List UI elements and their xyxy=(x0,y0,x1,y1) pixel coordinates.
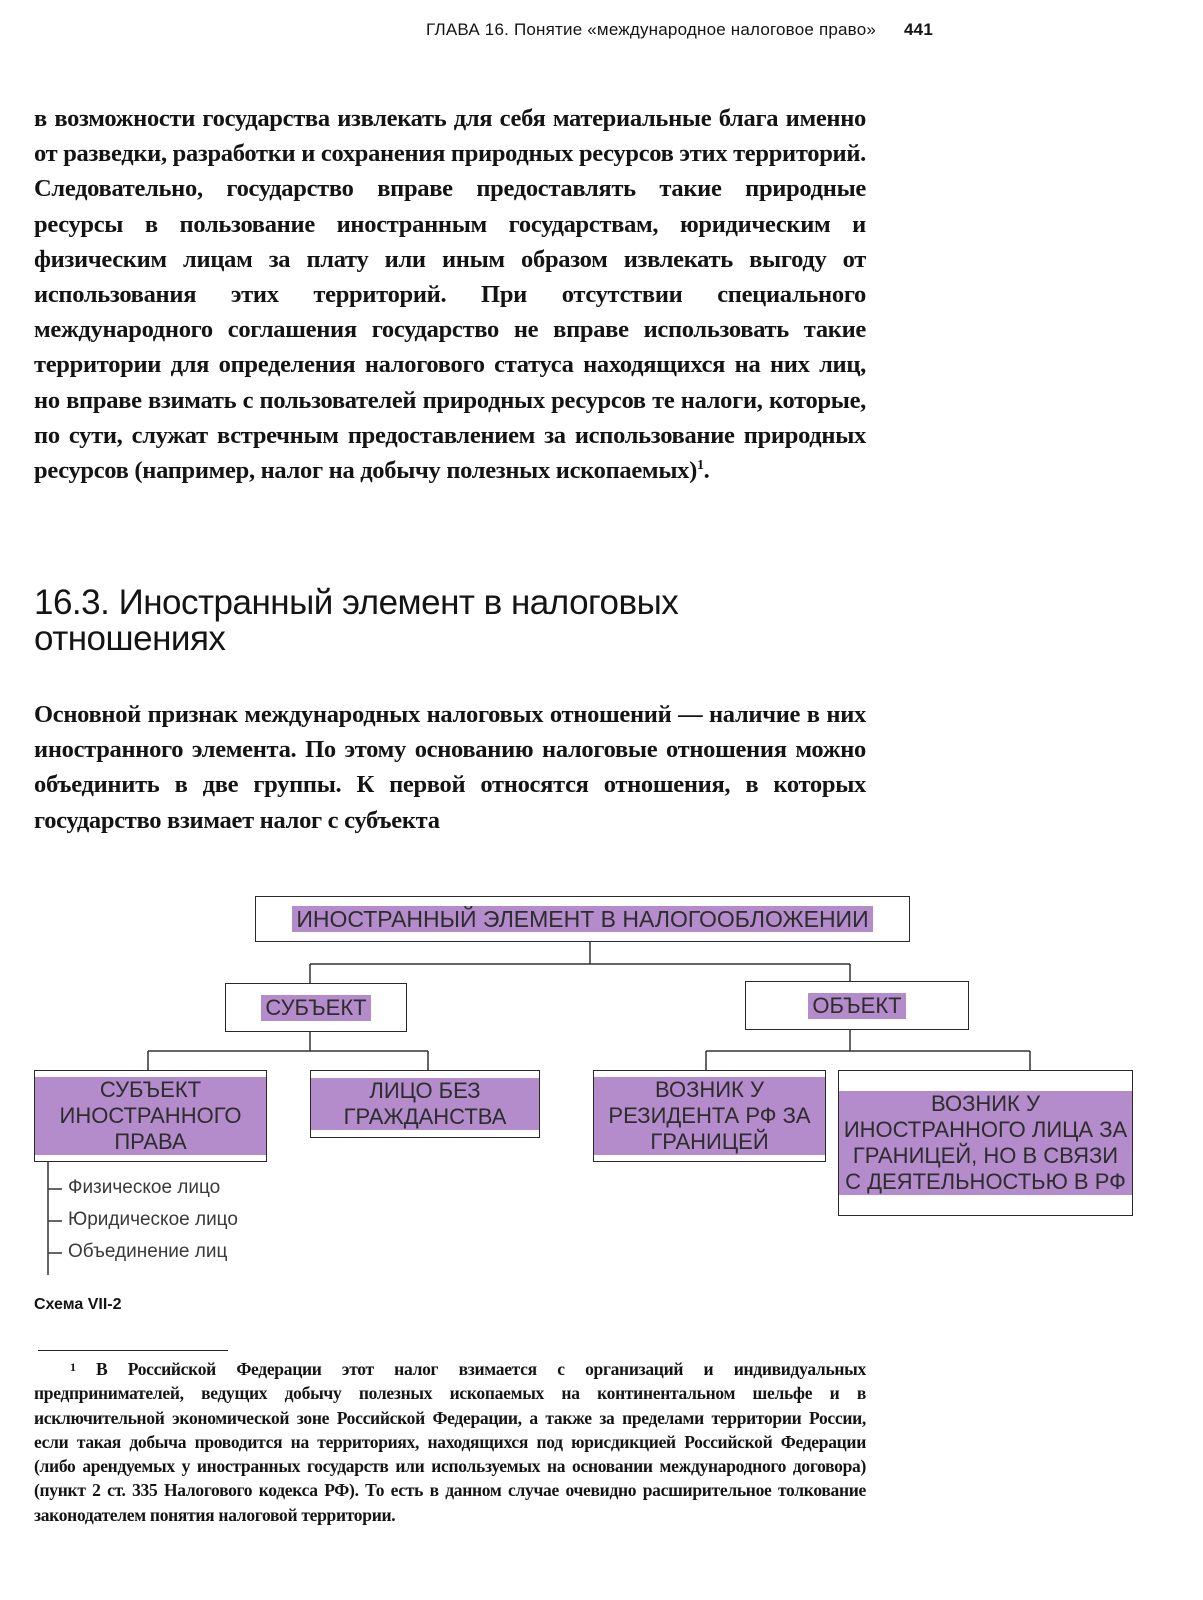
list-item-individual: Физическое лицо xyxy=(68,1177,221,1198)
node-resident-abroad: ВОЗНИК У РЕЗИДЕНТА РФ ЗА ГРАНИЦЕЙ xyxy=(593,1070,826,1162)
paragraph-1-text: в возможности государства извлекать для себя материальные блага именно от разведки, разработки и сохранения природных ресурсов этих территорий. Следовательно, государство вправе предоставлять такие природные ресурсы в пользование иностранным государствам, юридическим и физическим лицам за плату или иным образом извлекать выгоду от использования этих территорий. При отсутствии специального международного соглашения государство не вправе использовать такие территории для определения налогового статуса находящихся на них лиц, но вправе взимать с пользователей природных ресурсов те налоги, которые, по сути, служат встречным предоставлением за использование природных ресурсов (например, налог на добычу полезных ископаемых) xyxy=(34,105,866,485)
list-item-legal-entity: Юридическое лицо xyxy=(68,1209,238,1230)
node-foreign-law-subject: СУБЪЕКТ ИНОСТРАННОГО ПРАВА xyxy=(34,1070,267,1162)
tax-foreign-element-diagram xyxy=(0,880,1203,1300)
footnote xyxy=(34,1357,866,1527)
section-title: 16.3. Иностранный элемент в налоговых отношениях xyxy=(34,583,679,658)
node-root: ИНОСТРАННЫЙ ЭЛЕМЕНТ В НАЛОГООБЛОЖЕНИИ xyxy=(255,896,910,942)
footnote-divider xyxy=(38,1350,228,1351)
paragraph-1: в возможности государства извлекать для себя материальные блага именно от разведки, разработки и сохранения природных ресурсов этих территорий. Следовательно, государство вправе предоставлять такие природные ресурсы в пользование иностранным государствам, юридическим и физическим лицам за плату или иным образом извлекать выгоду от использования этих территорий. При отсутствии специального международного соглашения государство не вправе использовать такие территории для определения налогового статуса находящихся на них лиц, но вправе взимать с пользователей природных ресурсов те налоги, которые, по сути, служат встречным предоставлением за использование природных ресурсов (например, налог на добычу полезных ископаемых)$^1$. xyxy=(34,105,866,485)
footnote-text: В Российской Федерации этот налог взимается с организаций и индивидуальных предпринимателей, ведущих добычу полезных ископаемых на континентальном шельфе и в исключительной экономической зоне Российской Федерации, а также за пределами территории России, если такая добыча проводится на территориях, находящихся под юрисдикцией Российской Федерации (либо арендуемых у иностранных государств или используемых на основании международного договора) (пункт 2 ст. 335 Налогового кодекса РФ). То есть в данном случае очевидно расширительное толкование законодателем понятия налоговой территории. xyxy=(34,1359,866,1525)
diagram-caption: Схема VII-2 xyxy=(34,1296,122,1313)
list-item-association: Объединение лиц xyxy=(68,1241,228,1262)
node-subject: СУБЪЕКТ xyxy=(225,983,407,1032)
node-object: ОБЪЕКТ xyxy=(745,981,969,1030)
node-foreign-person-rf-activity: ВОЗНИК У ИНОСТРАННОГО ЛИЦА ЗА ГРАНИЦЕЙ, НО В СВЯЗИ С ДЕЯТЕЛЬНОСТЬЮ В РФ xyxy=(838,1070,1133,1216)
paragraph-2: Основной признак международных налоговых отношений — наличие в них иностранного элемента. По этому основанию налоговые отношения можно объединить в две группы. К первой относятся отношения, в которых государство взимает налог с субъекта xyxy=(34,701,866,834)
footnote-mark: 1 xyxy=(70,1360,76,1374)
running-head xyxy=(0,20,933,40)
node-stateless-person: ЛИЦО БЕЗ ГРАЖДАНСТВА xyxy=(310,1070,540,1138)
chapter-title: ГЛАВА 16. Понятие «международное налоговое право» xyxy=(426,20,877,39)
footnote-ref: 1 xyxy=(696,457,704,473)
page-number: 441 xyxy=(904,20,933,39)
